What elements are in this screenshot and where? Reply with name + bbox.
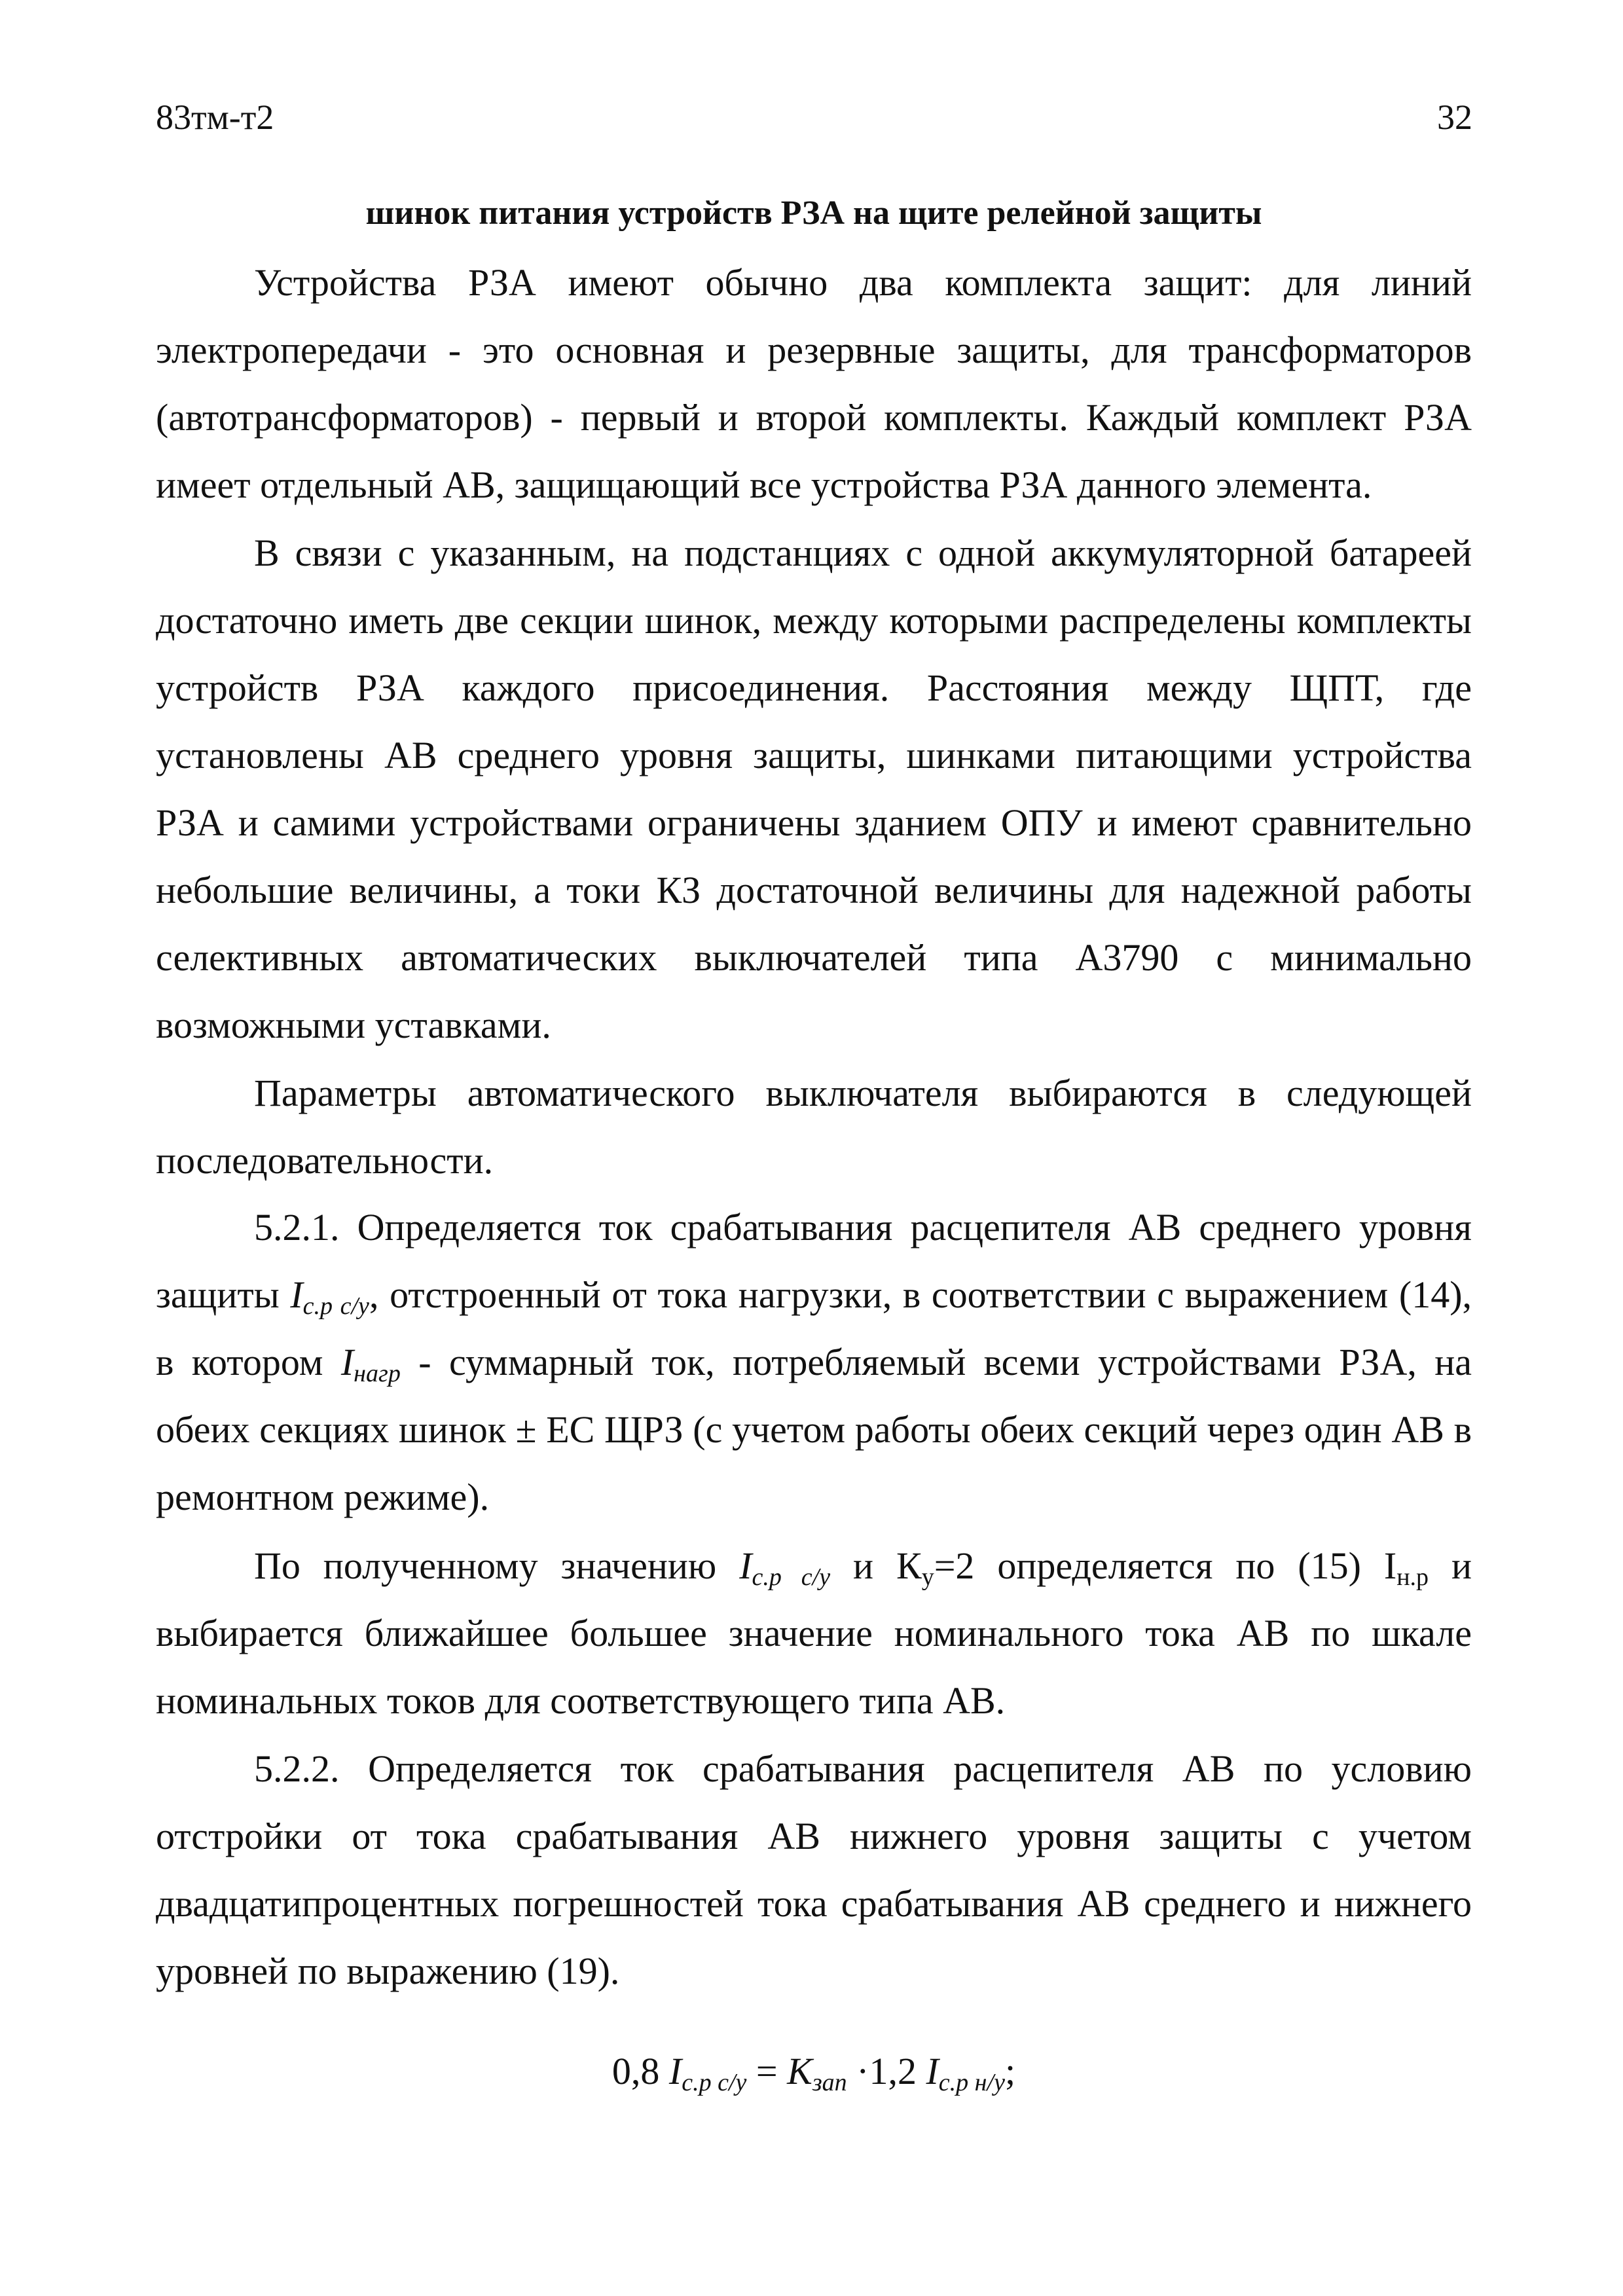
p4-text-b: , отстроенный от тока нагрузки, в соответствии с выражением (14), в котором: [156, 1273, 1472, 1383]
p5-sub-u: у: [921, 1563, 934, 1591]
symbol-i-sr-su: $I_{с.р с/у}$: [290, 1273, 369, 1320]
paragraph-5-2-1: [156, 1194, 1472, 1531]
symbol-i-sr-su-2: $I_{с.р с/у}$: [739, 1544, 831, 1591]
document-code: 83тм-т2: [156, 98, 274, 137]
paragraph-nominal-current: [156, 1532, 1472, 1734]
formula-i-sr-su: $I_{с.р с/у}$: [668, 2050, 747, 2096]
formula-i-sr-nu: $I_{с.р н/у}$: [926, 2050, 1005, 2096]
formula-19: 0,8 $I_{с.р с/у} = K_{зап} \cdot 1,2$ $I_{с.р н/у}$;: [611, 2050, 1016, 2096]
paragraph-parameters-intro: Параметры автоматического выключателя выбираются в следующей последовательности.: [156, 1072, 1472, 1182]
section-heading: шинок питания устройств РЗА на щите релейной защиты: [365, 194, 1262, 232]
symbol-i-nagr: $I_{нагр}$: [340, 1341, 401, 1387]
p5-text-a: По полученному значению: [254, 1544, 717, 1587]
paragraph-5-2-2: 5.2.2. Определяется ток срабатывания расцепителя АВ по условию отстройки от тока срабатывания АВ нижнего уровня защиты с учетом двадцатипроцентных погрешностей тока срабатывания АВ среднего и нижнего уровней по выражению (19).: [156, 1747, 1472, 1992]
p4-text-a: 5.2.1. Определяется ток срабатывания расцепителя АВ среднего уровня защиты: [156, 1206, 1472, 1316]
p5-text-c: =2 определяется по (15) I: [934, 1544, 1397, 1587]
paragraph-bus-sections: В связи с указанным, на подстанциях с одной аккумуляторной батареей достаточно иметь две секции шинок, между которыми распределены комплекты устройств РЗА каждого присоединения. Расстояния между ЩПТ, где установлены АВ среднего уровня защиты, шинками питающими устройства РЗА и самими устройствами ограничены зданием ОПУ и имеют сравнительно небольшие величины, а токи КЗ достаточной величины для надежной работы селективных автоматических выключателей типа А3790 с минимально возможными уставками.: [156, 532, 1472, 1046]
p5-sub-nr: н.р: [1396, 1563, 1429, 1591]
paragraph-rza-sets: Устройства РЗА имеют обычно два комплекта защит: для линий электропередачи - это основная и резервные защиты, для трансформаторов (автотрансформаторов) - первый и второй комплекты. Каждый комплект РЗА имеет отдельный АВ, защищающий все устройства РЗА данного элемента.: [156, 261, 1472, 506]
p5-text-b: и К: [853, 1544, 922, 1587]
page-number: 32: [1437, 98, 1472, 137]
p4-text-c: - суммарный ток, потребляемый всеми устройствами РЗА, на обеих секциях шинок ± ЕС ЩРЗ (с учетом работы обеих секций через один АВ в ремонтном режиме).: [156, 1341, 1472, 1518]
p5-text-d: и выбирается ближайшее большее значение номинального тока АВ по шкале номинальных токов для соответствующего типа АВ.: [156, 1544, 1472, 1722]
formula-k-zap: $K_{зап}$: [787, 2050, 847, 2096]
